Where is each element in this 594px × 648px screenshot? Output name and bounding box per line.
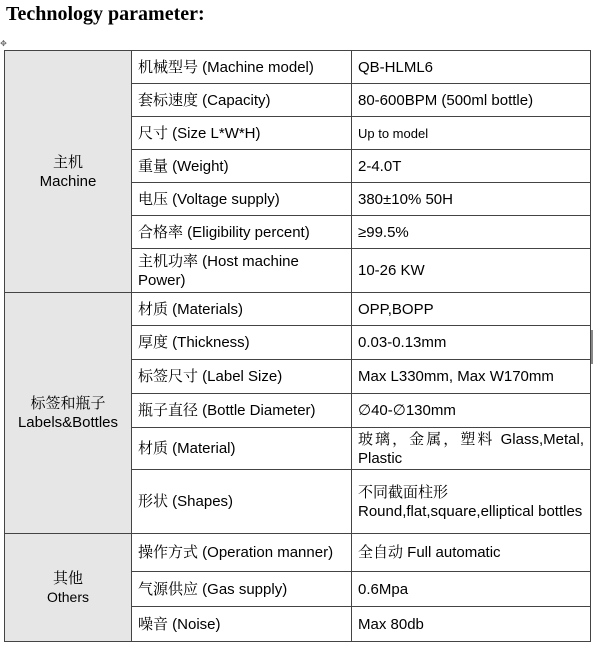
param-label: 合格率 (Eligibility percent) xyxy=(132,216,352,249)
param-label: 电压 (Voltage supply) xyxy=(132,183,352,216)
param-value: ≥99.5% xyxy=(352,216,591,249)
group-labels-bottles-cell xyxy=(5,293,132,534)
group-name-cn: 主机 xyxy=(52,153,83,171)
group-name-cn: 标签和瓶子 xyxy=(30,395,106,412)
param-label: 机械型号 (Machine model) xyxy=(132,51,352,84)
page-title: Technology parameter: xyxy=(6,3,205,25)
param-value: ∅40-∅130mm xyxy=(352,394,591,428)
table-row xyxy=(5,293,591,326)
param-label: 厚度 (Thickness) xyxy=(132,326,352,360)
param-value: 80-600BPM (500ml bottle) xyxy=(352,84,591,117)
param-value: Up to model xyxy=(352,117,591,150)
table-row xyxy=(5,51,591,84)
param-label: 尺寸 (Size L*W*H) xyxy=(132,117,352,150)
table-row xyxy=(5,534,591,572)
param-value: OPP,BOPP xyxy=(352,293,591,326)
param-label: 重量 (Weight) xyxy=(132,150,352,183)
group-others-cell xyxy=(5,534,132,642)
group-name-en: Others xyxy=(46,588,89,605)
param-label: 主机功率 (Host machine Power) xyxy=(132,249,352,293)
group-machine-cell xyxy=(5,51,132,293)
param-value: 2-4.0T xyxy=(352,150,591,183)
param-value: Max L330mm, Max W170mm xyxy=(352,360,591,394)
param-value: Max 80db xyxy=(352,607,591,642)
param-value: 0.6Mpa xyxy=(352,572,591,607)
param-label: 套标速度 (Capacity) xyxy=(132,84,352,117)
column-resize-handle[interactable] xyxy=(591,330,593,364)
param-label: 材质 (Materials) xyxy=(132,293,352,326)
table-move-handle-icon[interactable]: ✥ xyxy=(0,39,7,48)
param-value: 全自动 Full automatic xyxy=(352,534,591,572)
param-label: 标签尺寸 (Label Size) xyxy=(132,360,352,394)
param-label: 噪音 (Noise) xyxy=(132,607,352,642)
param-value: 不同截面柱形 Round,flat,square,elliptical bottles xyxy=(352,470,591,534)
group-name-en: Machine xyxy=(39,172,97,190)
param-label: 材质 (Material) xyxy=(132,428,352,470)
param-label: 形状 (Shapes) xyxy=(132,470,352,534)
param-value: 玻璃，金属，塑料 Glass,Metal, Plastic xyxy=(352,428,591,470)
param-label: 瓶子直径 (Bottle Diameter) xyxy=(132,394,352,428)
param-value: 10-26 KW xyxy=(352,249,591,293)
param-label: 操作方式 (Operation manner) xyxy=(132,534,352,572)
group-name-en: Labels&Bottles xyxy=(17,414,119,431)
group-name-cn: 其他 xyxy=(52,569,83,587)
param-value: QB-HLML6 xyxy=(352,51,591,84)
spec-table xyxy=(4,50,591,642)
param-value: 380±10% 50H xyxy=(352,183,591,216)
param-label: 气源供应 (Gas supply) xyxy=(132,572,352,607)
param-value: 0.03-0.13mm xyxy=(352,326,591,360)
